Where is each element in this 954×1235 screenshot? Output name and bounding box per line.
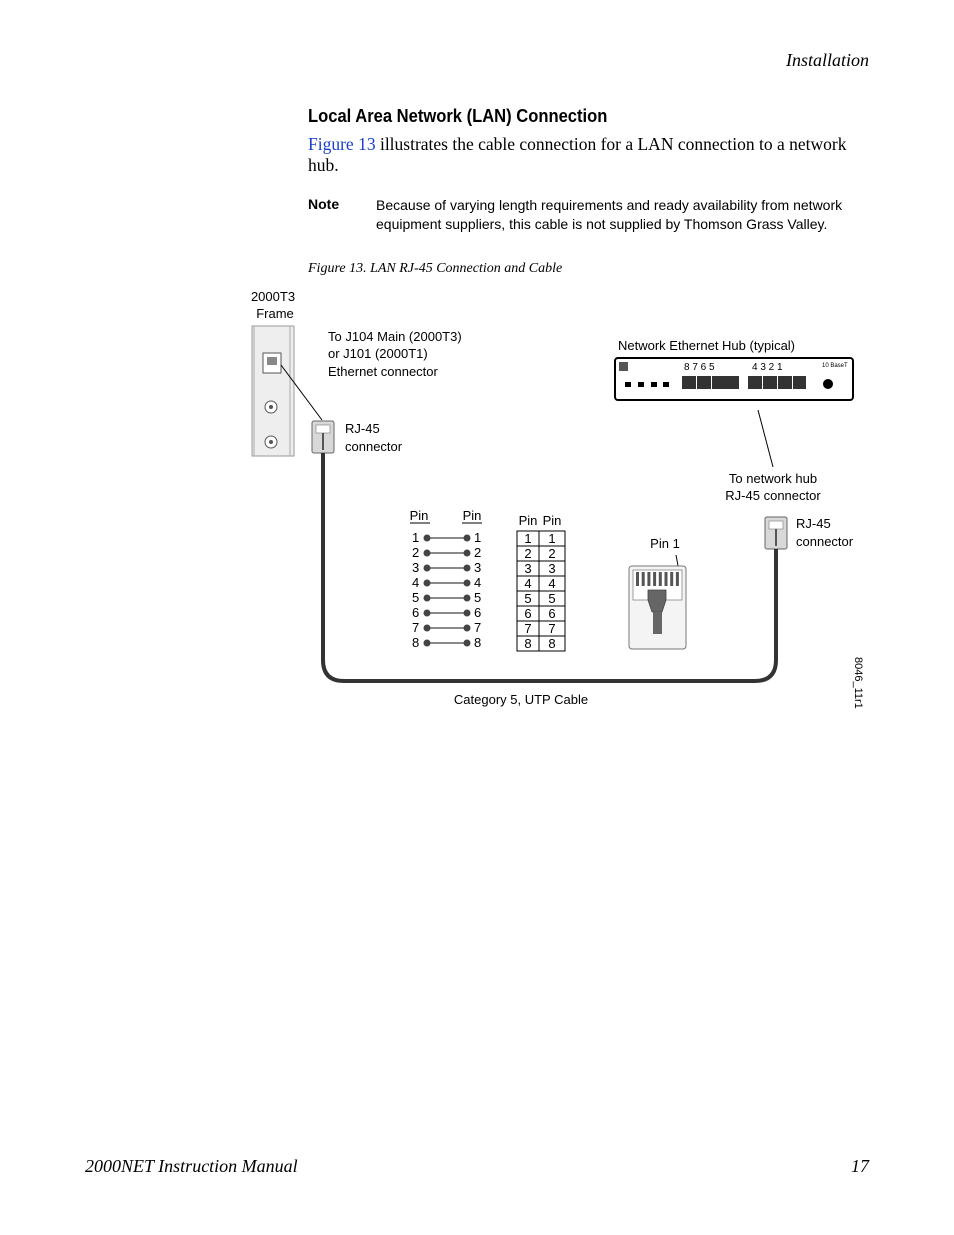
wiring-pin-left: 1: [412, 530, 420, 545]
wiring-pin-left: 8: [412, 635, 420, 650]
note-text: Because of varying length requirements and ready availability from network equipment suppliers, this cable is not supplied by Thomson Grass Valley.: [376, 197, 843, 232]
table-value-right: 2: [548, 546, 556, 561]
network-hub: [615, 358, 853, 400]
j104-label-1: To J104 Main (2000T3): [328, 329, 462, 344]
pin-header-right: Pin: [462, 508, 482, 523]
table-value-left: 3: [524, 561, 532, 576]
pin1-label: Pin 1: [650, 536, 680, 551]
j104-label-2: or J101 (2000T1): [328, 346, 428, 361]
wiring-pin-right: 8: [474, 635, 482, 650]
wiring-pin-left: 7: [412, 620, 420, 635]
wiring-dot-right: [464, 550, 471, 557]
wiring-pin-left: 5: [412, 590, 420, 605]
plug-contact: [636, 572, 639, 586]
table-value-right: 4: [548, 576, 556, 591]
plug-contact: [659, 572, 662, 586]
frame-label-2: Frame: [256, 306, 294, 321]
wiring-pin-right: 7: [474, 620, 482, 635]
table-value-right: 6: [548, 606, 556, 621]
wiring-pin-right: 5: [474, 590, 482, 605]
wiring-dot-right: [464, 625, 471, 632]
plug-contact: [647, 572, 650, 586]
table-value-left: 7: [524, 621, 532, 636]
table-header-right: Pin: [542, 513, 562, 528]
wiring-pin-left: 3: [412, 560, 420, 575]
table-value-left: 4: [524, 576, 532, 591]
rj45-right-label-1: RJ-45: [796, 516, 831, 531]
intro-text: illustrates the cable connection for a LAN connection to a network hub.: [308, 134, 847, 175]
figure-id: 8046_11r1: [852, 657, 864, 709]
rj45-plug-detail: [629, 566, 686, 649]
hub-badge: 10 BaseT: [822, 363, 848, 369]
table-value-left: 2: [524, 546, 532, 561]
wiring-dot-right: [464, 565, 471, 572]
frame-panel: [252, 326, 294, 456]
pin-table: [517, 531, 565, 651]
section-heading: Local Area Network (LAN) Connection: [308, 106, 608, 126]
hub-ports-right: 4 3 2 1: [752, 362, 783, 373]
wiring-pin-left: 6: [412, 605, 420, 620]
plug-contact: [665, 572, 668, 586]
table-value-left: 8: [524, 636, 532, 651]
table-value-right: 8: [548, 636, 556, 651]
table-value-right: 5: [548, 591, 556, 606]
cable-label: Category 5, UTP Cable: [453, 692, 589, 707]
footer-manual-title: 2000NET Instruction Manual: [85, 1156, 298, 1176]
wiring-dot-right: [464, 610, 471, 617]
table-value-right: 1: [548, 531, 556, 546]
rj45-connector-right: [765, 517, 787, 549]
wiring-pin-right: 6: [474, 605, 482, 620]
plug-contact: [653, 572, 656, 586]
to-hub-label-2: RJ-45 connector: [725, 488, 821, 503]
wiring-dot-right: [464, 580, 471, 587]
to-hub-label-1: To network hub: [728, 471, 818, 486]
rj45-connector-left: [312, 421, 334, 453]
plug-contact: [642, 572, 645, 586]
table-value-left: 6: [524, 606, 532, 621]
wiring-pin-left: 2: [412, 545, 420, 560]
figure-caption: Figure 13. LAN RJ-45 Connection and Cable: [308, 261, 563, 276]
pin-header-left: Pin: [409, 508, 429, 523]
table-value-right: 7: [548, 621, 556, 636]
j104-label-3: Ethernet connector: [328, 364, 438, 379]
table-value-left: 1: [524, 531, 532, 546]
wiring-pin-right: 3: [474, 560, 482, 575]
pin-wiring: [412, 530, 481, 650]
table-header-left: Pin: [518, 513, 538, 528]
wiring-pin-left: 4: [412, 575, 420, 590]
wiring-dot-right: [464, 595, 471, 602]
frame-label-1: 2000T3: [250, 289, 296, 304]
plug-contact: [670, 572, 673, 586]
rj45-left-label-2: connector: [345, 439, 403, 454]
hub-label: Network Ethernet Hub (typical): [618, 338, 796, 353]
wiring-pin-right: 1: [474, 530, 482, 545]
wiring-dot-right: [464, 535, 471, 542]
wiring-pin-right: 4: [474, 575, 482, 590]
rj45-left-label-1: RJ-45: [345, 421, 380, 436]
wiring-pin-right: 2: [474, 545, 482, 560]
hub-ports-left: 8 7 6 5: [684, 362, 715, 373]
header-section-title: Installation: [785, 50, 869, 70]
plug-contact: [676, 572, 679, 586]
table-value-left: 5: [524, 591, 532, 606]
rj45-right-label-2: connector: [796, 534, 854, 549]
table-value-right: 3: [548, 561, 556, 576]
footer-page-number: 17: [851, 1156, 869, 1176]
wiring-dot-right: [464, 640, 471, 647]
note-label: Note: [308, 196, 340, 212]
figure-link[interactable]: Figure 13: [308, 134, 376, 154]
